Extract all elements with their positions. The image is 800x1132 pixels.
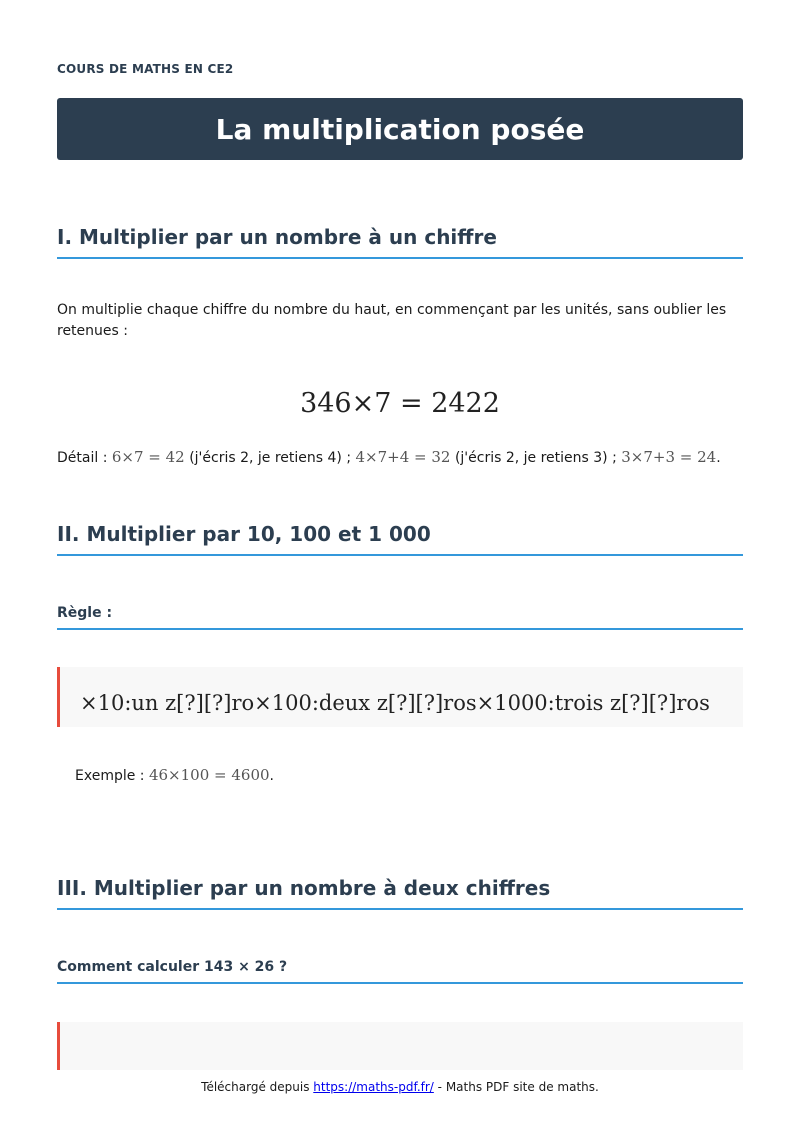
- example-line: [75, 765, 743, 787]
- detail-prefix: Détail :: [57, 450, 108, 466]
- section-heading-1: I. Multiplier par un nombre à un chiffre: [57, 225, 743, 259]
- section-heading-2: II. Multiplier par 10, 100 et 1 000: [57, 522, 743, 556]
- rule-formula: ×10:un z[?][?]ro×100:deux z[?][?]ros×1000:trois z[?][?]ros: [80, 691, 710, 715]
- example-formula: 46×100 = 4600: [148, 766, 270, 784]
- detail-note-2: (j'écris 2, je retiens 3) ;: [454, 450, 617, 466]
- rule-box: [57, 667, 743, 727]
- question-heading: Comment calculer 143 × 26 ?: [57, 959, 743, 984]
- detail-note-1: (j'écris 2, je retiens 4) ;: [189, 450, 352, 466]
- detail-step-3: 3×7+3 = 24: [621, 448, 717, 466]
- page-footer: [0, 1080, 800, 1094]
- detail-step-2: 4×7+4 = 32: [355, 448, 451, 466]
- detail-end: .: [716, 450, 721, 466]
- footer-link[interactable]: https://maths-pdf.fr/: [313, 1080, 434, 1094]
- rule-heading: Règle :: [57, 605, 743, 630]
- main-formula: 346×7 = 2422: [300, 388, 500, 419]
- method-box: [57, 1022, 743, 1070]
- page-title: La multiplication posée: [215, 112, 585, 146]
- example-end: .: [269, 768, 274, 784]
- section1-intro: On multiplie chaque chiffre du nombre du haut, en commençant par les unités, sans oublier les retenues :: [57, 302, 727, 339]
- title-banner: [57, 98, 743, 160]
- section-heading-3: III. Multiplier par un nombre à deux chiffres: [57, 876, 743, 910]
- section1-detail: [57, 447, 743, 469]
- detail-step-1: 6×7 = 42: [111, 448, 185, 466]
- footer-prefix: Téléchargé depuis: [201, 1080, 310, 1094]
- course-label: COURS DE MATHS EN CE2: [57, 62, 234, 76]
- example-prefix: Exemple :: [75, 768, 145, 784]
- footer-suffix: - Maths PDF site de maths.: [437, 1080, 599, 1094]
